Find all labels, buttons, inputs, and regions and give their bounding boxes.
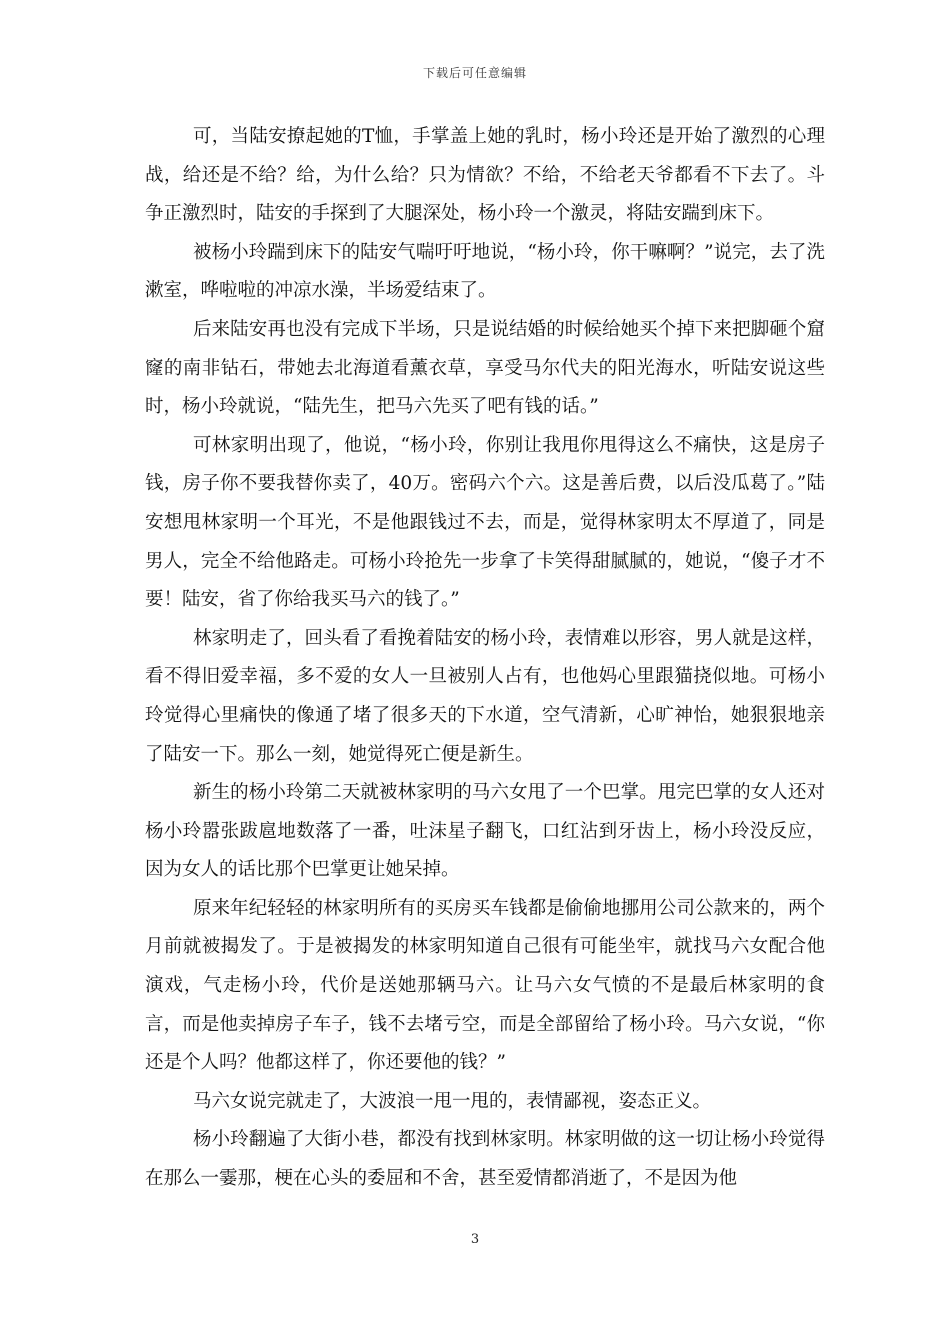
paragraph-2: 被杨小玲踹到床下的陆安气喘吁吁地说，“杨小玲，你干嘛啊？”说完，去了洗漱室，哗啦啦的冲凉水澡，半场爱结束了。 — [145, 241, 825, 302]
paragraph-7: 原来年纪轻轻的林家明所有的买房买车钱都是偷偷地挪用公司公款来的，两个月前就被揭发了。于是被揭发的林家明知道自己很有可能坐牢，就找马六女配合他演戏，气走杨小玲，代价是送她那辆马六。让马六女气愤的不是最后林家明的食言，而是他卖掉房子车子，钱不去堵亏空，而是全部留给了杨小玲。马六女说，“你还是个人吗？他都这样了，你还要他的钱？” — [145, 897, 825, 1074]
body-text — [145, 118, 825, 1199]
paragraph-8: 马六女说完就走了，大波浪一甩一甩的，表情鄙视，姿态正义。 — [193, 1090, 712, 1112]
paragraph-6: 新生的杨小玲第二天就被林家明的马六女甩了一个巴掌。甩完巴掌的女人还对杨小玲嚣张跋扈地数落了一番，吐沫星子翻飞，口红沾到牙齿上，杨小玲没反应，因为女人的话比那个巴掌更让她呆掉。 — [145, 782, 825, 881]
paragraph-1: 可，当陆安撩起她的T恤，手掌盖上她的乳时，杨小玲还是开始了激烈的心理战，给还是不给？给，为什么给？只为情欲？不给，不给老天爷都看不下去了。斗争正激烈时，陆安的手探到了大腿深处，杨小玲一个激灵，将陆安踹到床下。 — [145, 126, 825, 225]
paragraph-3: 后来陆安再也没有完成下半场，只是说结婚的时候给她买个掉下来把脚砸个窟窿的南非钻石，带她去北海道看薰衣草，享受马尔代夫的阳光海水，听陆安说这些时，杨小玲就说，“陆先生，把马六先买了吧有钱的话。” — [145, 318, 825, 418]
paragraph-9: 杨小玲翻遍了大街小巷，都没有找到林家明。林家明做的这一切让杨小玲觉得在那么一霎那，梗在心头的委屈和不舍，甚至爱情都消逝了，不是因为他 — [145, 1129, 825, 1190]
page-number: 3 — [470, 1232, 480, 1247]
paragraph-4: 可林家明出现了，他说，“杨小玲，你别让我甩你甩得这么不痛快，这是房子钱，房子你不要我替你卖了，40万。密码六个六。这是善后费，以后没瓜葛了。”陆安想甩林家明一个耳光，不是他跟钱过不去，而是，觉得林家明太不厚道了，同是男人，完全不给他路走。可杨小玲抢先一步拿了卡笑得甜腻腻的，她说，“傻子才不要！陆安，省了你给我买马六的钱了。” — [145, 434, 825, 611]
page-header: 下载后可任意编辑 — [422, 66, 527, 80]
paragraph-5: 林家明走了，回头看了看挽着陆安的杨小玲，表情难以形容，男人就是这样，看不得旧爱幸福，多不爱的女人一旦被别人占有，也他妈心里跟猫挠似地。可杨小玲觉得心里痛快的像通了堵了很多天的下水道，空气清新，心旷神怡，她狠狠地亲了陆安一下。那么一刻，她觉得死亡便是新生。 — [145, 627, 825, 765]
